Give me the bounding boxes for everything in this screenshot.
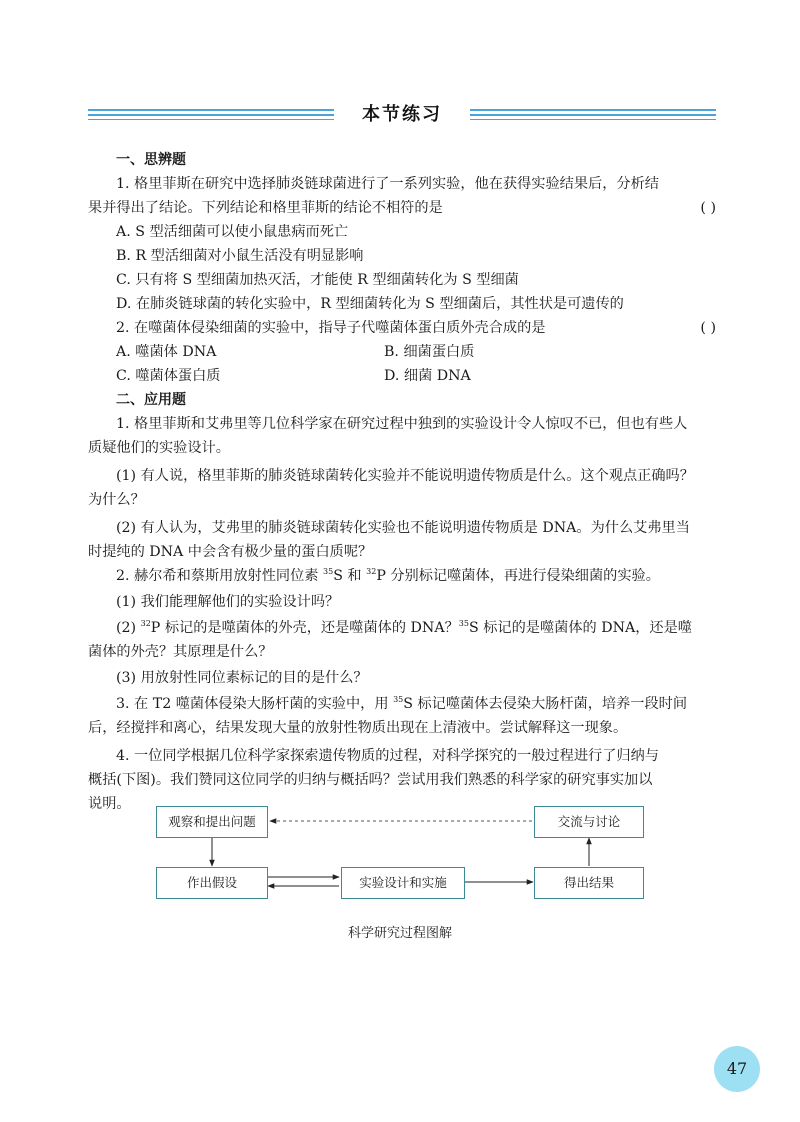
p4-line3: 说明。 [88, 796, 131, 812]
p1-line1: 1. 格里菲斯和艾弗里等几位科学家在研究过程中独到的实验设计令人惊叹不已，但也有些人 [116, 416, 688, 432]
q2-option-c: C. 噬菌体蛋白质 [116, 368, 221, 384]
isotope-mass-number: 35 [393, 695, 404, 704]
q2-answer-blank: ( ) [700, 320, 716, 336]
box-exchange-and-discuss: 交流与讨论 [534, 806, 644, 838]
q2-option-a: A. 噬菌体 DNA [116, 344, 217, 360]
p3-line1 [116, 694, 687, 714]
q1-option-c: C. 只有将 S 型细菌加热灭活，才能使 R 型细菌转化为 S 型细菌 [116, 272, 519, 288]
page-number: 47 [714, 1046, 760, 1092]
p1-line2: 质疑他们的实验设计。 [88, 440, 230, 456]
text-run: S 标记噬菌体去侵染大肠杆菌，培养一段时间 [403, 696, 688, 712]
q2-stem: 2. 在噬菌体侵染细菌的实验中，指导子代噬菌体蛋白质外壳合成的是 [116, 320, 546, 336]
p2-sub1: (1) 我们能理解他们的实验设计吗？ [116, 594, 340, 610]
p1b-line1: (2) 有人认为，艾弗里的肺炎链球菌转化实验也不能说明遗传物质是 DNA。为什么艾弗里当 [116, 520, 690, 536]
p3-line2: 后，经搅拌和离心，结果发现大量的放射性物质出现在上清液中。尝试解释这一现象。 [88, 720, 628, 736]
diagram-caption: 科学研究过程图解 [347, 926, 452, 941]
isotope-mass-number: 32 [140, 619, 151, 628]
text-run: P 分别标记噬菌体，再进行侵染细菌的实验。 [376, 568, 660, 584]
box-observe-and-ask: 观察和提出问题 [156, 806, 268, 838]
p4-line1: 4. 一位同学根据几位科学家探索遗传物质的过程，对科学探究的一般过程进行了归纳与 [116, 748, 659, 764]
isotope-mass-number: 35 [323, 567, 334, 576]
q2-option-b: B. 细菌蛋白质 [384, 344, 475, 360]
text-run: P 标记的是噬菌体的外壳，还是噬菌体的 DNA？ [150, 620, 459, 636]
p2-stem [116, 566, 660, 586]
section-title: 本节练习 [334, 100, 470, 130]
q2-option-d: D. 细菌 DNA [384, 368, 471, 384]
q1-option-a: A. S 型活细菌可以使小鼠患病而死亡 [116, 224, 349, 240]
p2-sub2-line2: 菌体的外壳？其原理是什么？ [88, 644, 273, 660]
q1-stem-line2: 果并得出了结论。下列结论和格里菲斯的结论不相符的是 [88, 200, 443, 216]
box-get-results: 得出结果 [534, 867, 644, 899]
q1-option-b: B. R 型活细菌对小鼠生活没有明显影响 [116, 248, 364, 264]
box-make-hypothesis: 作出假设 [156, 867, 268, 899]
text-run: S 标记的是噬菌体的 DNA，还是噬 [468, 620, 692, 636]
text-run: (2) [116, 620, 141, 636]
p1b-line2: 时提纯的 DNA 中会含有极少量的蛋白质呢？ [88, 544, 373, 560]
p1a-line2: 为什么？ [88, 492, 145, 508]
section-header [88, 100, 716, 128]
p2-sub2-line1 [116, 618, 692, 638]
text-run: 2. 赫尔希和蔡斯用放射性同位素 [116, 568, 323, 584]
section-heading-thinking: 一、思辨题 [116, 152, 186, 168]
p4-line2: 概括(下图)。我们赞同这位同学的归纳与概括吗？尝试用我们熟悉的科学家的研究事实加以 [88, 772, 653, 788]
isotope-mass-number: 32 [366, 567, 377, 576]
box-experiment-design: 实验设计和实施 [341, 867, 465, 899]
text-run: 3. 在 T2 噬菌体侵染大肠杆菌的实验中，用 [116, 696, 394, 712]
p2-sub3: (3) 用放射性同位素标记的目的是什么？ [116, 670, 368, 686]
isotope-mass-number: 35 [458, 619, 469, 628]
q1-option-d: D. 在肺炎链球菌的转化实验中，R 型细菌转化为 S 型细菌后，其性状是可遗传的 [116, 296, 624, 312]
p1a-line1: (1) 有人说，格里菲斯的肺炎链球菌转化实验并不能说明遗传物质是什么。这个观点正确吗？ [116, 468, 694, 484]
text-run: S 和 [333, 568, 367, 584]
q1-stem-line1: 1. 格里菲斯在研究中选择肺炎链球菌进行了一系列实验，他在获得实验结果后，分析结 [116, 176, 659, 192]
q1-answer-blank: ( ) [700, 200, 716, 216]
section-heading-application: 二、应用题 [116, 392, 186, 408]
